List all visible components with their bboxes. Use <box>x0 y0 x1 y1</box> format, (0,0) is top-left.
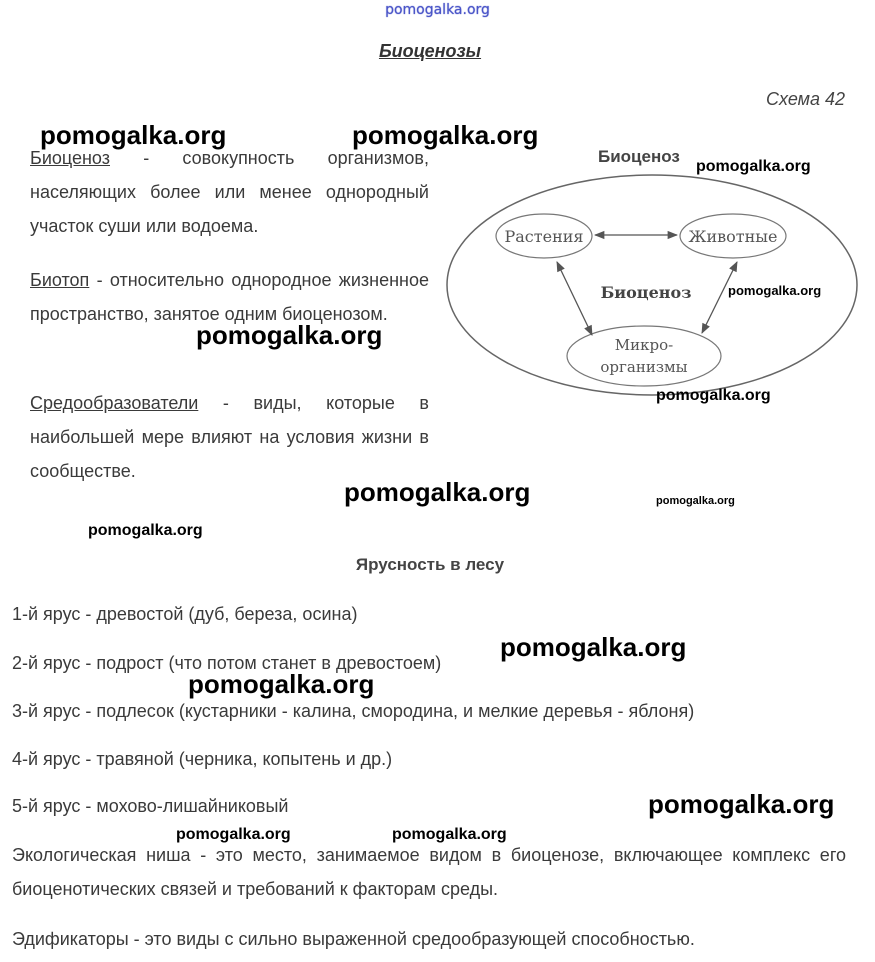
tier-item-3: 3-й ярус - подлесок (кустарники - калина, смородина, и мелкие деревья - яблоня) <box>12 701 695 721</box>
tier-item-1: 1-й ярус - древостой (дуб, береза, осина) <box>12 604 358 624</box>
micro-label-line1: Микро- <box>614 336 674 354</box>
paragraph-ecological-niche: Экологическая ниша - это место, занимаемое видом в биоценозе, включающее комплекс его биоценотических связей и требований к факторам среды. <box>12 845 846 899</box>
watermark: pomogalka.org <box>196 320 383 350</box>
definition-text: - виды, которые в наибольшей мере влияют на условия жизни в сообществе. <box>30 393 429 481</box>
definition-biocenosis <box>30 141 429 243</box>
watermark: pomogalka.org <box>696 158 811 175</box>
page-title: Биоценозы <box>378 41 482 61</box>
watermark: pomogalka.org <box>344 477 531 507</box>
watermark: pomogalka.org <box>656 387 771 404</box>
definition-environment-formers <box>30 386 429 488</box>
term-biocenosis: Биоценоз <box>30 148 110 168</box>
diagram-center-label: Биоценоз <box>600 283 692 302</box>
animals-label: Животные <box>688 227 778 246</box>
watermark: pomogalka.org <box>176 826 291 843</box>
paragraph-edificators: Эдификаторы - это виды с сильно выраженной средообразующей способностью. <box>12 929 695 949</box>
watermark: pomogalka.org <box>500 632 687 662</box>
watermark: pomogalka.org <box>352 120 539 150</box>
definition-text: - относительно однородное жизненное пространство, занятое одним биоценозом. <box>30 270 429 324</box>
arrow-plants-micro <box>557 262 592 335</box>
scheme-label: Схема 42 <box>766 89 845 109</box>
diagram-title: Биоценоз <box>598 147 680 166</box>
watermark: pomogalka.org <box>656 495 735 507</box>
definition-text: - совокупность организмов, населяющих более или менее однородный участок суши или водоема. <box>30 148 429 236</box>
section-title-tiers: Ярусность в лесу <box>355 555 505 574</box>
tier-item-2: 2-й ярус - подрост (что потом станет в древостоем) <box>12 653 442 673</box>
site-watermark-top: pomogalka.org <box>385 2 490 18</box>
microorganisms-node <box>567 326 721 386</box>
watermark: pomogalka.org <box>88 522 203 539</box>
watermark: pomogalka.org <box>648 789 835 819</box>
tier-item-4: 4-й ярус - травяной (черника, копытень и др.) <box>12 749 393 769</box>
plants-label: Растения <box>504 227 584 246</box>
micro-label-line2: организмы <box>600 358 688 376</box>
term-environment-formers: Средообразователи <box>30 393 199 413</box>
watermark: pomogalka.org <box>728 283 822 298</box>
watermark: pomogalka.org <box>40 120 227 150</box>
term-biotope: Биотоп <box>30 270 90 290</box>
watermark: pomogalka.org <box>188 669 375 699</box>
tier-item-5: 5-й ярус - мохово-лишайниковый <box>12 796 289 816</box>
watermark: pomogalka.org <box>392 826 507 843</box>
